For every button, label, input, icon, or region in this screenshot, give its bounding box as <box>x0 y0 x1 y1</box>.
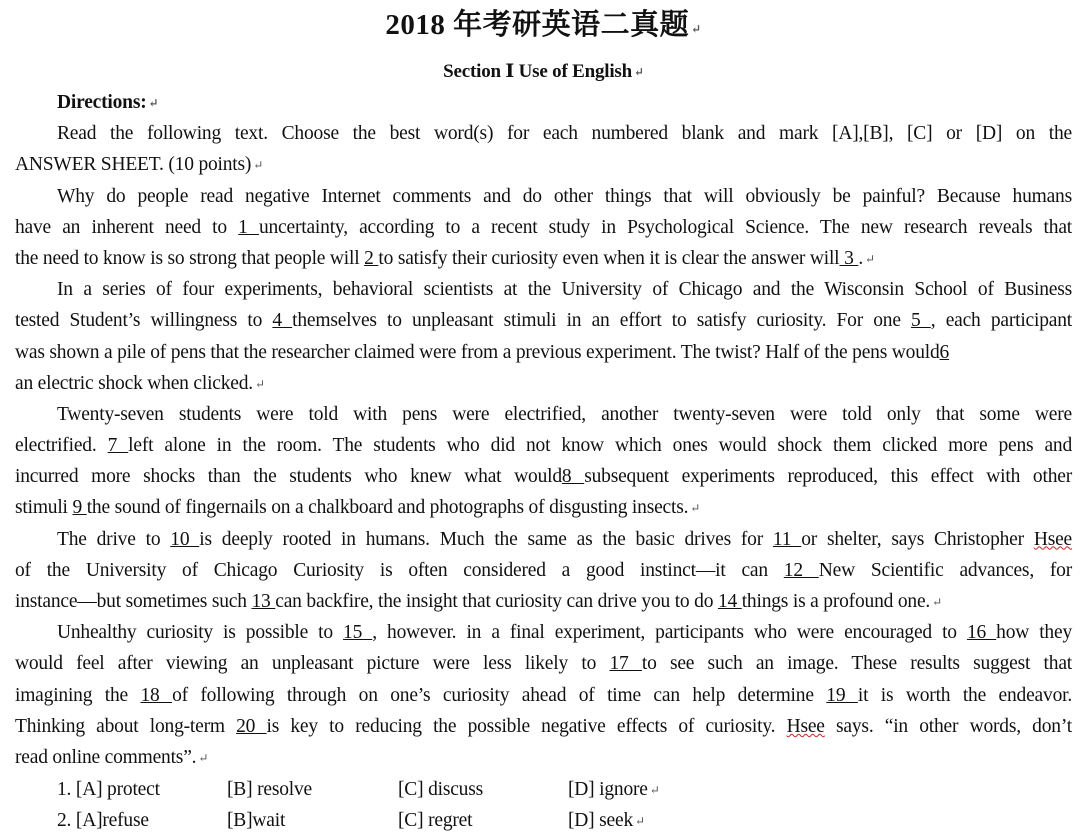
blank-8: 8 <box>561 466 585 488</box>
spellcheck-word: Hsee <box>786 715 825 737</box>
paragraph-mark-icon: ↵ <box>148 96 159 110</box>
blank-18: 18 <box>140 684 173 706</box>
directions-line: ANSWER SHEET. (10 points) ↵ <box>15 154 264 176</box>
passage-line: Thinking about long-term 20 is key to reducing the possible negative effects of curiosity. Hsee says. “in other words, don’t <box>15 715 1072 737</box>
question-row <box>57 774 757 805</box>
option-c: [C] regret <box>398 810 473 831</box>
paragraph-mark-icon: ↵ <box>932 595 942 609</box>
option-d: [D] seek ↵ <box>568 810 645 831</box>
blank-16: 16 <box>966 622 997 644</box>
option-a: 1. [A] protect <box>57 779 160 800</box>
passage-line: Twenty-seven students were told with pens were electrified, another twenty-seven were told only that some were <box>57 403 1072 425</box>
paragraph-mark-icon: ↵ <box>198 750 209 765</box>
paragraph-mark-icon: ↵ <box>254 376 265 391</box>
passage-line: incurred more shocks than the students who knew what would8 subsequent experiments reproduced, this effect with other <box>15 466 1072 488</box>
directions-line: Read the following text. Choose the best word(s) for each numbered blank and mark [A],[B], [C] or [D] on the <box>57 123 1072 145</box>
paragraph-mark-icon: ↵ <box>690 501 701 516</box>
blank-5: 5 <box>911 310 931 332</box>
passage-line: instance—but sometimes such 13 can backfire, the insight that curiosity can drive you to do 14 things is a profound one. ↵ <box>15 591 942 612</box>
passage-line: read online comments”. ↵ <box>15 746 209 768</box>
option-a: 2. [A]refuse <box>57 810 149 831</box>
passage-line: of the University of Chicago Curiosity is often considered a good instinct—it can 12 New Scientific advances, for <box>15 559 1073 581</box>
blank-3: 3 <box>839 247 859 269</box>
passage-line: Why do people read negative Internet comments and do other things that will obviously be painful? Because humans <box>57 185 1072 207</box>
option-b: [B] resolve <box>227 779 312 800</box>
blank-19: 19 <box>826 684 858 706</box>
passage-line: electrified. 7 left alone in the room. The students who did not know which ones would shock them clicked more pens and <box>15 435 1073 457</box>
blank-10: 10 <box>170 528 200 550</box>
passage-line: imagining the 18 of following through on one’s curiosity ahead of time can help determine 19 it is worth the endeavor. <box>15 684 1073 706</box>
paragraph-mark-icon: ↵ <box>635 814 645 828</box>
blank-14: 14 <box>717 591 742 612</box>
passage-line: have an inherent need to 1 uncertainty, according to a recent study in Psychological Science. The new research reveals that <box>15 216 1072 238</box>
paragraph-mark-icon: ↵ <box>865 251 875 266</box>
option-c: [C] discuss <box>398 779 484 800</box>
blank-1: 1 <box>238 216 259 238</box>
blank-4: 4 <box>272 310 293 332</box>
blank-7: 7 <box>107 435 129 457</box>
exam-text <box>15 87 1072 773</box>
passage-line: tested Student’s willingness to 4 themselves to unpleasant stimuli in an effort to satisfy curiosity. For one 5 , each participant <box>15 310 1072 332</box>
blank-15: 15 <box>343 622 373 644</box>
blank-12: 12 <box>783 559 819 581</box>
passage-line: would feel after viewing an unpleasant picture were less likely to 17 to see such an image. These results suggest that <box>15 653 1072 675</box>
blank-9: 9 <box>72 497 87 519</box>
option-b: [B]wait <box>227 810 286 831</box>
question-row <box>57 805 757 836</box>
question-options <box>57 774 757 836</box>
section-heading: Section Ⅰ Use of English ↵ <box>443 61 644 82</box>
page-title: 2018 年考研英语二真题 ↵ <box>385 9 702 41</box>
passage-line: was shown a pile of pens that the researcher claimed were from a previous experiment. The twist? Half of the pens would6 <box>15 341 950 363</box>
blank-13: 13 <box>251 591 276 612</box>
blank-6: 6 <box>939 341 950 363</box>
paragraph-mark-icon: ↵ <box>253 158 264 173</box>
paragraph-mark-icon: ↵ <box>691 22 702 36</box>
passage-line: the need to know is so strong that people will 2 to satisfy their curiosity even when it is clear the answer will 3 . ↵ <box>15 247 875 269</box>
passage-line: In a series of four experiments, behavioral scientists at the University of Chicago and the Wisconsin School of Business <box>57 279 1072 301</box>
passage-line: The drive to 10 is deeply rooted in humans. Much the same as the basic drives for 11 or shelter, says Christopher Hsee <box>57 528 1073 550</box>
blank-2: 2 <box>364 247 379 269</box>
passage-line: stimuli 9 the sound of fingernails on a chalkboard and photographs of disgusting insects. ↵ <box>15 497 701 519</box>
passage-line: an electric shock when clicked. ↵ <box>15 372 265 394</box>
blank-11: 11 <box>772 528 802 550</box>
spellcheck-word: Hsee <box>1033 528 1073 550</box>
passage-line: Unhealthy curiosity is possible to 15 , however. in a final experiment, participants who were encouraged to 16 how they <box>57 622 1072 644</box>
paragraph-mark-icon: ↵ <box>649 783 660 797</box>
paragraph-mark-icon: ↵ <box>633 65 644 79</box>
option-d: [D] ignore ↵ <box>568 779 660 800</box>
blank-17: 17 <box>609 653 642 675</box>
directions-label: Directions: ↵ <box>57 92 159 113</box>
blank-20: 20 <box>236 715 267 737</box>
